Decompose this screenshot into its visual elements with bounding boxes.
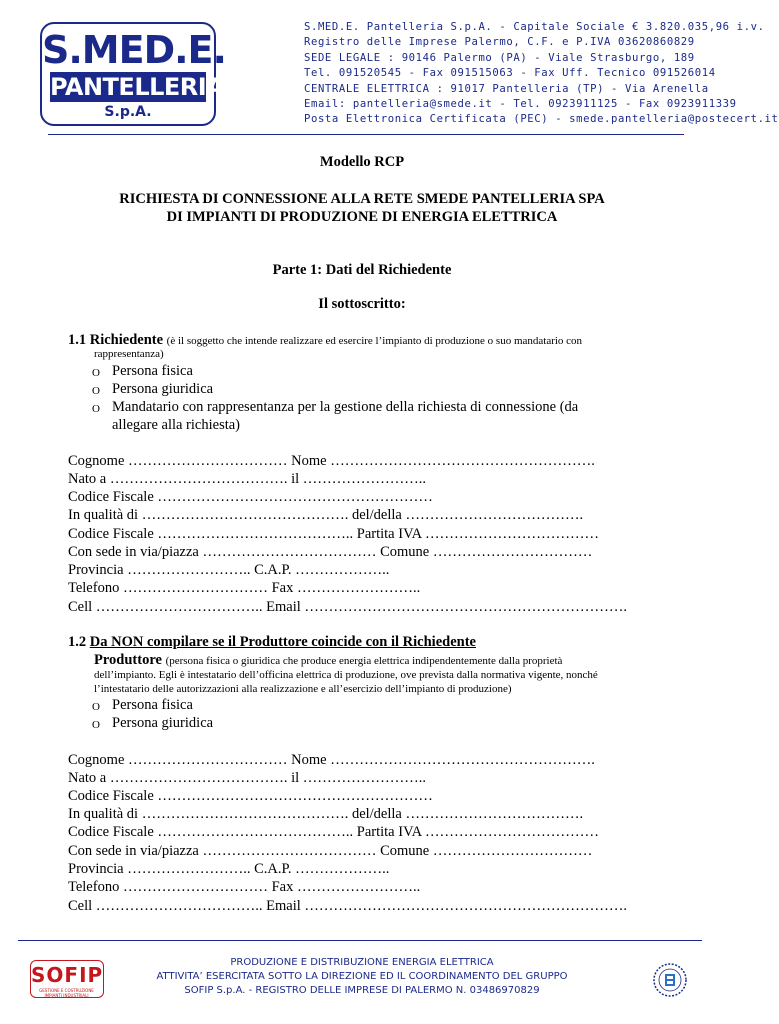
part-title: Parte 1: Dati del Richiedente <box>272 262 452 278</box>
company-info-line: Tel. 091520545 - Fax 091515063 - Fax Uff. Tecnico 091526014 <box>304 67 716 80</box>
form-field-line[interactable]: Con sede in via/piazza ……………………………… Comune …………………………… <box>68 843 593 859</box>
option-label: Persona giuridica <box>112 381 214 397</box>
document-title-line-2: DI IMPIANTI DI PRODUZIONE DI ENERGIA ELETTRICA <box>166 209 558 225</box>
footer-divider <box>18 940 702 941</box>
section-number: 1.1 <box>68 332 87 348</box>
footer-line-2: ATTIVITA’ ESERCITATA SOTTO LA DIREZIONE ED IL COORDINAMENTO DEL GRUPPO <box>156 971 568 982</box>
document-title-line-1: RICHIESTA DI CONNESSIONE ALLA RETE SMEDE PANTELLERIA SPA <box>119 191 605 207</box>
radio-persona-giuridica[interactable]: O <box>92 385 100 397</box>
signer-label: Il sottoscritto: <box>318 296 406 312</box>
form-field-line[interactable]: Codice Fiscale ………………………………….. Partita IVA ……………………………… <box>68 824 599 840</box>
form-field-line[interactable]: Cognome …………………………… Nome ………………………………………………. <box>68 453 595 469</box>
produttore-heading <box>94 652 562 669</box>
company-info <box>304 20 779 128</box>
option-label: Mandatario con rappresentanza per la gestione della richiesta di connessione (da <box>112 399 579 415</box>
company-logo <box>40 22 226 126</box>
logo-main-text: S.MED.E. <box>42 28 226 72</box>
company-info-line: Email: pantelleria@smede.it - Tel. 0923911125 - Fax 0923911339 <box>304 98 737 111</box>
footer-line-1: PRODUZIONE E DISTRIBUZIONE ENERGIA ELETTRICA <box>230 957 494 968</box>
option-label: Persona giuridica <box>112 715 214 731</box>
form-field-line[interactable]: Codice Fiscale ………………………………….. Partita IVA ……………………………… <box>68 526 599 542</box>
radio-persona-giuridica[interactable]: O <box>92 719 100 731</box>
section-note: (è il soggetto che intende realizzare ed esercire l’impianto di produzione o suo mandatario con <box>166 335 583 347</box>
company-info-line: Posta Elettronica Certificata (PEC) - smede.pantelleria@postecert.it <box>304 113 779 126</box>
footer-line-3: SOFIP S.p.A. - REGISTRO DELLE IMPRESE DI PALERMO N. 03486970829 <box>184 985 540 996</box>
produttore-note-cont: l’intestatario delle autorizzazioni alla realizzazione e all’esercizio dell’impianto di produzione) <box>94 683 512 695</box>
logo-sub-text: PANTELLERIA <box>50 73 225 101</box>
form-field-line[interactable]: Cell …………………………….. Email …………………………………………………………. <box>68 599 628 615</box>
section-note-cont: rappresentanza) <box>94 348 164 360</box>
section-1-2-heading <box>68 634 476 651</box>
produttore-note-cont: dell’impianto. Egli è intestatario dell’officina elettrica di produzione, ove prevista dalla normativa vigente, nonché <box>94 669 598 681</box>
form-field-line[interactable]: Con sede in via/piazza ……………………………… Comune …………………………… <box>68 544 593 560</box>
model-title: Modello RCP <box>319 154 405 170</box>
form-field-line[interactable]: In qualità di ……………………………………. del/della ………………………………. <box>68 806 584 822</box>
company-info-line: Registro delle Imprese Palermo, C.F. e P.IVA 03620860829 <box>304 36 695 49</box>
radio-mandatario[interactable]: O <box>92 403 100 415</box>
radio-persona-fisica[interactable]: O <box>92 367 100 379</box>
sofip-logo-text: SOFIP <box>31 963 104 987</box>
form-field-line[interactable]: Provincia …………………….. C.A.P. ……………….. <box>68 861 390 877</box>
option-label-cont: allegare alla richiesta) <box>112 417 241 433</box>
radio-persona-fisica[interactable]: O <box>92 701 100 713</box>
form-field-line[interactable]: Codice Fiscale ………………………………………………… <box>68 489 433 505</box>
produttore-note: (persona fisica o giuridica che produce energia elettrica indipendentemente dalla proprietà <box>165 655 563 667</box>
option-label: Persona fisica <box>112 697 193 713</box>
section-title: Richiedente <box>89 332 164 348</box>
form-field-line[interactable]: Codice Fiscale ………………………………………………… <box>68 788 433 804</box>
form-field-line[interactable]: Cell …………………………….. Email …………………………………………………………. <box>68 898 628 914</box>
form-field-line[interactable]: Telefono ………………………… Fax …………………….. <box>68 879 421 895</box>
certification-badge-icon <box>652 962 688 998</box>
form-field-line[interactable]: In qualità di ……………………………………. del/della ………………………………. <box>68 507 584 523</box>
section-number: 1.2 <box>68 634 87 650</box>
sofip-logo-subtext: GESTIONE E COSTRUZIONE IMPIANTI INDUSTRIALI <box>39 988 94 998</box>
form-field-line[interactable]: Provincia …………………….. C.A.P. ……………….. <box>68 562 390 578</box>
produttore-title: Produttore <box>94 652 162 668</box>
section-1-1-heading <box>68 332 582 349</box>
form-field-line[interactable]: Nato a ………………………………. il …………………….. <box>68 471 427 487</box>
option-label: Persona fisica <box>112 363 193 379</box>
company-info-line: S.MED.E. Pantelleria S.p.A. - Capitale Sociale € 3.820.035,96 i.v. <box>304 21 765 33</box>
logo-spa-text: S.p.A. <box>104 104 152 120</box>
header-divider <box>48 134 684 135</box>
form-field-line[interactable]: Nato a ………………………………. il …………………….. <box>68 770 427 786</box>
company-info-line: SEDE LEGALE : 90146 Palermo (PA) - Viale Strasburgo, 189 <box>304 51 695 64</box>
section-title: Da NON compilare se il Produttore coincide con il Richiedente <box>89 634 476 650</box>
form-field-line[interactable]: Telefono ………………………… Fax …………………….. <box>68 580 421 596</box>
company-info-line: CENTRALE ELETTRICA : 91017 Pantelleria (TP) - Via Arenella <box>304 82 709 95</box>
form-field-line[interactable]: Cognome …………………………… Nome ………………………………………………. <box>68 752 595 768</box>
